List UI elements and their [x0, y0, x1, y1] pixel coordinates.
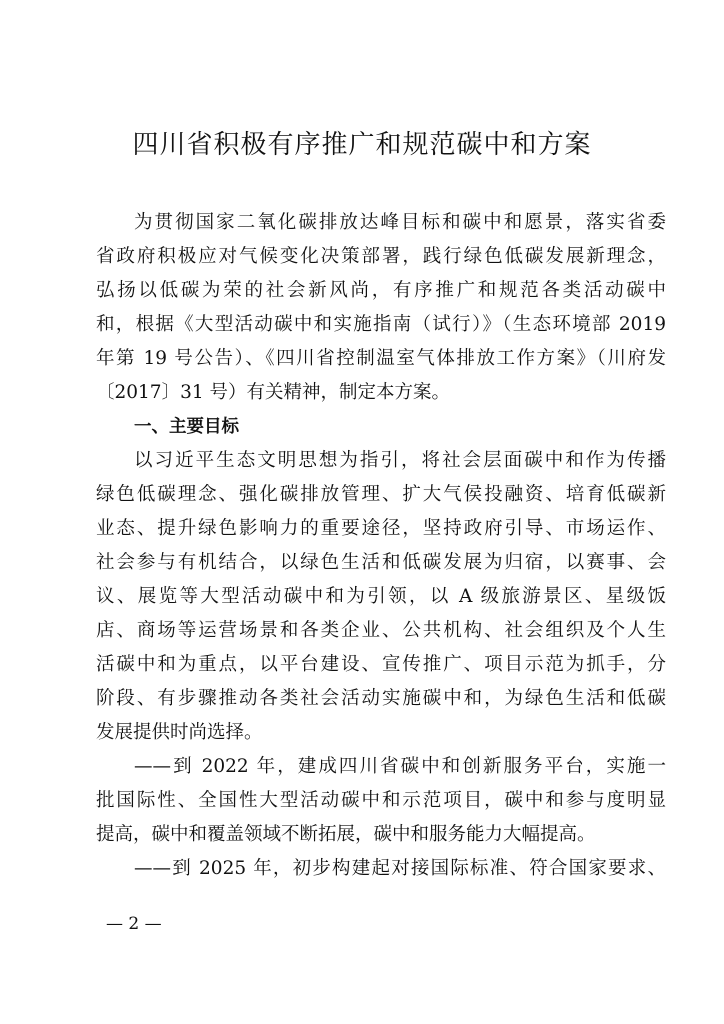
document-body — [96, 206, 666, 886]
text-line: 绿色低碳理念、强化碳排放管理、扩大气侯投融资、培育低碳新 — [96, 484, 666, 505]
text-line: ——到 2025 年，初步构建起对接国际标准、符合国家要求、 — [134, 858, 666, 879]
text-line: 发展提供时尚选择。 — [96, 722, 263, 743]
text-line: 店、商场等运营场景和各类企业、公共机构、社会组织及个人生 — [96, 620, 666, 641]
text-line: 〔2017〕31 号）有关精神，制定本方案。 — [96, 382, 451, 403]
text-line: 为贯彻国家二氧化碳排放达峰目标和碳中和愿景，落实省委 — [134, 212, 666, 233]
text-line: ——到 2022 年，建成四川省碳中和创新服务平台，实施一 — [134, 756, 666, 777]
paragraph-target-2025 — [96, 852, 666, 886]
text-line: 省政府积极应对气候变化决策部署，践行绿色低碳发展新理念， — [96, 246, 666, 267]
text-line: 活碳中和为重点，以平台建设、宣传推广、项目示范为抓手，分 — [96, 654, 666, 675]
text-line: 年第 19 号公告）、《四川省控制温室气体排放工作方案》（川府发 — [96, 348, 666, 369]
text-line: 和，根据《大型活动碳中和实施指南（试行）》（生态环境部 2019 — [96, 314, 666, 335]
page-number: — 2 — — [106, 914, 162, 934]
text-line: 议、展览等大型活动碳中和为引领，以 A 级旅游景区、星级饭 — [96, 586, 666, 607]
paragraph-objectives — [96, 444, 666, 750]
paragraph-preamble — [96, 206, 666, 410]
text-line: 批国际性、全国性大型活动碳中和示范项目，碳中和参与度明显 — [96, 790, 666, 811]
paragraph-target-2022 — [96, 750, 666, 852]
text-line: 业态、提升绿色影响力的重要途径，坚持政府引导、市场运作、 — [96, 518, 666, 539]
text-line: 阶段、有步骤推动各类社会活动实施碳中和，为绿色生活和低碳 — [96, 688, 666, 709]
text-line: 社会参与有机结合，以绿色生活和低碳发展为归宿，以赛事、会 — [96, 552, 666, 573]
text-line: 弘扬以低碳为荣的社会新风尚，有序推广和规范各类活动碳中 — [96, 280, 666, 301]
document-title: 四川省积极有序推广和规范碳中和方案 — [132, 130, 592, 160]
section-heading: 一、主要目标 — [134, 417, 239, 437]
text-line: 提高，碳中和覆盖领域不断拓展，碳中和服务能力大幅提高。 — [96, 824, 596, 845]
text-line: 以习近平生态文明思想为指引，将社会层面碳中和作为传播 — [134, 450, 666, 471]
